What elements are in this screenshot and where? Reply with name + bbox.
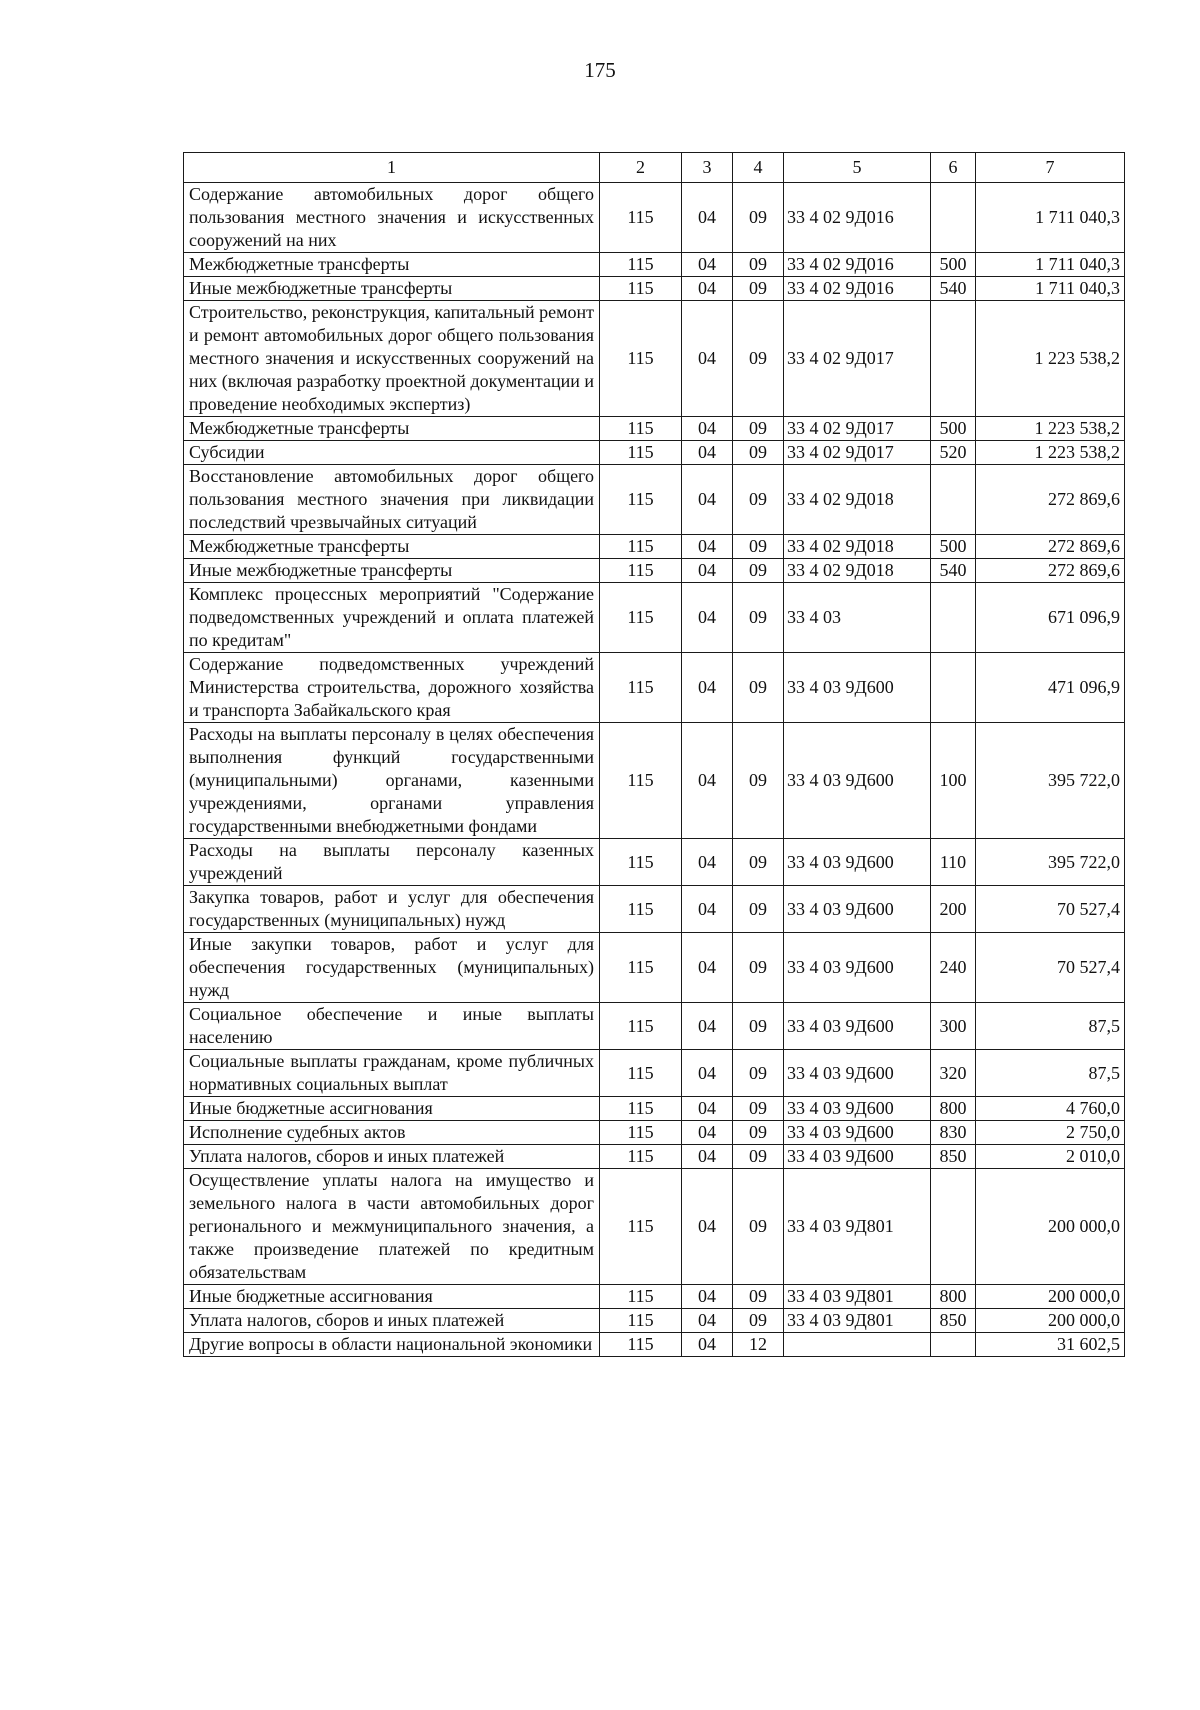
cell-col-4: 09 xyxy=(733,1003,784,1050)
cell-col-4: 09 xyxy=(733,1309,784,1333)
cell-col-5: 33 4 03 9Д600 xyxy=(784,1050,931,1097)
cell-col-2: 115 xyxy=(600,277,682,301)
cell-col-5: 33 4 02 9Д017 xyxy=(784,441,931,465)
table-row xyxy=(184,535,1125,559)
cell-col-7: 1 711 040,3 xyxy=(976,183,1125,253)
cell-col-3: 04 xyxy=(682,1333,733,1357)
row-name: Осуществление уплаты налога на имущество и земельного налога в части автомобильных дорог регионального и межмуниципального значения, а также произведение платежей по кредитным обязательствам xyxy=(184,1169,600,1285)
cell-col-5: 33 4 02 9Д018 xyxy=(784,559,931,583)
cell-col-6: 200 xyxy=(931,886,976,933)
cell-col-3: 04 xyxy=(682,839,733,886)
cell-col-5: 33 4 03 9Д600 xyxy=(784,1145,931,1169)
cell-col-2: 115 xyxy=(600,886,682,933)
cell-col-4: 09 xyxy=(733,1169,784,1285)
cell-col-7: 671 096,9 xyxy=(976,583,1125,653)
cell-col-5: 33 4 03 9Д600 xyxy=(784,886,931,933)
table-row xyxy=(184,1003,1125,1050)
cell-col-6: 540 xyxy=(931,559,976,583)
cell-col-5: 33 4 02 9Д017 xyxy=(784,417,931,441)
row-name: Иные межбюджетные трансферты xyxy=(184,559,600,583)
table-row xyxy=(184,1097,1125,1121)
row-name: Межбюджетные трансферты xyxy=(184,535,600,559)
table-row xyxy=(184,1145,1125,1169)
cell-col-6 xyxy=(931,465,976,535)
table-row xyxy=(184,933,1125,1003)
row-name: Закупка товаров, работ и услуг для обеспечения государственных (муниципальных) нужд xyxy=(184,886,600,933)
cell-col-6: 300 xyxy=(931,1003,976,1050)
cell-col-3: 04 xyxy=(682,253,733,277)
cell-col-7: 1 711 040,3 xyxy=(976,277,1125,301)
cell-col-3: 04 xyxy=(682,559,733,583)
cell-col-2: 115 xyxy=(600,1050,682,1097)
column-header-6: 6 xyxy=(931,153,976,183)
cell-col-7: 31 602,5 xyxy=(976,1333,1125,1357)
cell-col-3: 04 xyxy=(682,1309,733,1333)
column-header-3: 3 xyxy=(682,153,733,183)
cell-col-7: 272 869,6 xyxy=(976,535,1125,559)
row-name: Уплата налогов, сборов и иных платежей xyxy=(184,1145,600,1169)
cell-col-2: 115 xyxy=(600,1003,682,1050)
row-name: Расходы на выплаты персоналу в целях обеспечения выполнения функций государственными (муниципальными) органами, казенными учреждениями, органами управления государственными внебюджетными фондами xyxy=(184,723,600,839)
cell-col-7: 200 000,0 xyxy=(976,1309,1125,1333)
cell-col-5: 33 4 03 9Д600 xyxy=(784,1003,931,1050)
row-name: Уплата налогов, сборов и иных платежей xyxy=(184,1309,600,1333)
cell-col-5 xyxy=(784,1333,931,1357)
cell-col-3: 04 xyxy=(682,583,733,653)
column-header-7: 7 xyxy=(976,153,1125,183)
cell-col-2: 115 xyxy=(600,1169,682,1285)
cell-col-2: 115 xyxy=(600,1145,682,1169)
cell-col-5: 33 4 03 9Д600 xyxy=(784,839,931,886)
cell-col-6 xyxy=(931,653,976,723)
cell-col-3: 04 xyxy=(682,277,733,301)
cell-col-5: 33 4 03 9Д600 xyxy=(784,1097,931,1121)
cell-col-2: 115 xyxy=(600,1309,682,1333)
column-header-4: 4 xyxy=(733,153,784,183)
row-name: Социальное обеспечение и иные выплаты населению xyxy=(184,1003,600,1050)
cell-col-2: 115 xyxy=(600,465,682,535)
row-name: Иные закупки товаров, работ и услуг для обеспечения государственных (муниципальных) нужд xyxy=(184,933,600,1003)
cell-col-4: 09 xyxy=(733,253,784,277)
table-row xyxy=(184,723,1125,839)
cell-col-2: 115 xyxy=(600,1097,682,1121)
cell-col-7: 200 000,0 xyxy=(976,1169,1125,1285)
cell-col-6: 520 xyxy=(931,441,976,465)
cell-col-2: 115 xyxy=(600,1285,682,1309)
cell-col-2: 115 xyxy=(600,839,682,886)
cell-col-7: 272 869,6 xyxy=(976,559,1125,583)
cell-col-4: 12 xyxy=(733,1333,784,1357)
cell-col-7: 2 010,0 xyxy=(976,1145,1125,1169)
table-row xyxy=(184,1050,1125,1097)
cell-col-4: 09 xyxy=(733,839,784,886)
cell-col-4: 09 xyxy=(733,1097,784,1121)
cell-col-2: 115 xyxy=(600,559,682,583)
table-row xyxy=(184,559,1125,583)
cell-col-7: 471 096,9 xyxy=(976,653,1125,723)
cell-col-5: 33 4 02 9Д016 xyxy=(784,253,931,277)
cell-col-3: 04 xyxy=(682,886,733,933)
cell-col-5: 33 4 02 9Д016 xyxy=(784,183,931,253)
cell-col-5: 33 4 03 9Д600 xyxy=(784,653,931,723)
page-number: 175 xyxy=(584,58,616,82)
cell-col-7: 1 711 040,3 xyxy=(976,253,1125,277)
cell-col-2: 115 xyxy=(600,1121,682,1145)
cell-col-3: 04 xyxy=(682,535,733,559)
cell-col-5: 33 4 02 9Д018 xyxy=(784,465,931,535)
cell-col-2: 115 xyxy=(600,301,682,417)
cell-col-6: 500 xyxy=(931,535,976,559)
cell-col-3: 04 xyxy=(682,933,733,1003)
cell-col-3: 04 xyxy=(682,1169,733,1285)
row-name: Субсидии xyxy=(184,441,600,465)
cell-col-4: 09 xyxy=(733,1285,784,1309)
table-row xyxy=(184,1285,1125,1309)
row-name: Межбюджетные трансферты xyxy=(184,253,600,277)
table-row xyxy=(184,183,1125,253)
cell-col-4: 09 xyxy=(733,465,784,535)
cell-col-6: 800 xyxy=(931,1097,976,1121)
cell-col-5: 33 4 02 9Д017 xyxy=(784,301,931,417)
row-name: Другие вопросы в области национальной экономики xyxy=(184,1333,600,1357)
cell-col-6: 100 xyxy=(931,723,976,839)
table-row xyxy=(184,653,1125,723)
cell-col-5: 33 4 03 9Д801 xyxy=(784,1285,931,1309)
cell-col-7: 87,5 xyxy=(976,1003,1125,1050)
table-row xyxy=(184,583,1125,653)
cell-col-6: 850 xyxy=(931,1309,976,1333)
table-body xyxy=(184,183,1125,1357)
cell-col-4: 09 xyxy=(733,653,784,723)
table-row xyxy=(184,253,1125,277)
cell-col-3: 04 xyxy=(682,1121,733,1145)
cell-col-6 xyxy=(931,1333,976,1357)
cell-col-2: 115 xyxy=(600,1333,682,1357)
table-row xyxy=(184,1309,1125,1333)
cell-col-6: 240 xyxy=(931,933,976,1003)
cell-col-7: 4 760,0 xyxy=(976,1097,1125,1121)
cell-col-6: 500 xyxy=(931,253,976,277)
budget-table xyxy=(183,152,1125,1357)
column-header-5: 5 xyxy=(784,153,931,183)
cell-col-7: 395 722,0 xyxy=(976,723,1125,839)
cell-col-4: 09 xyxy=(733,583,784,653)
row-name: Расходы на выплаты персоналу казенных учреждений xyxy=(184,839,600,886)
cell-col-2: 115 xyxy=(600,253,682,277)
cell-col-4: 09 xyxy=(733,535,784,559)
cell-col-7: 272 869,6 xyxy=(976,465,1125,535)
table-row xyxy=(184,417,1125,441)
row-name: Комплекс процессных мероприятий "Содержание подведомственных учреждений и оплата платежей по кредитам" xyxy=(184,583,600,653)
cell-col-3: 04 xyxy=(682,1003,733,1050)
cell-col-4: 09 xyxy=(733,723,784,839)
table-row xyxy=(184,441,1125,465)
cell-col-3: 04 xyxy=(682,417,733,441)
row-name: Иные бюджетные ассигнования xyxy=(184,1097,600,1121)
cell-col-4: 09 xyxy=(733,183,784,253)
cell-col-2: 115 xyxy=(600,183,682,253)
row-name: Содержание автомобильных дорог общего пользования местного значения и искусственных сооружений на них xyxy=(184,183,600,253)
cell-col-7: 395 722,0 xyxy=(976,839,1125,886)
cell-col-7: 2 750,0 xyxy=(976,1121,1125,1145)
cell-col-2: 115 xyxy=(600,583,682,653)
cell-col-2: 115 xyxy=(600,653,682,723)
cell-col-6: 850 xyxy=(931,1145,976,1169)
cell-col-3: 04 xyxy=(682,301,733,417)
row-name: Социальные выплаты гражданам, кроме публичных нормативных социальных выплат xyxy=(184,1050,600,1097)
cell-col-6 xyxy=(931,301,976,417)
cell-col-4: 09 xyxy=(733,417,784,441)
cell-col-2: 115 xyxy=(600,441,682,465)
cell-col-3: 04 xyxy=(682,723,733,839)
cell-col-4: 09 xyxy=(733,301,784,417)
cell-col-5: 33 4 02 9Д016 xyxy=(784,277,931,301)
cell-col-2: 115 xyxy=(600,723,682,839)
cell-col-7: 70 527,4 xyxy=(976,886,1125,933)
cell-col-5: 33 4 03 9Д600 xyxy=(784,933,931,1003)
header-row xyxy=(184,153,1125,183)
cell-col-5: 33 4 03 9Д801 xyxy=(784,1309,931,1333)
cell-col-7: 200 000,0 xyxy=(976,1285,1125,1309)
table-row xyxy=(184,1169,1125,1285)
cell-col-4: 09 xyxy=(733,277,784,301)
cell-col-2: 115 xyxy=(600,417,682,441)
table-row xyxy=(184,465,1125,535)
cell-col-6: 500 xyxy=(931,417,976,441)
table-row xyxy=(184,839,1125,886)
cell-col-3: 04 xyxy=(682,653,733,723)
cell-col-3: 04 xyxy=(682,1097,733,1121)
cell-col-6: 540 xyxy=(931,277,976,301)
row-name: Восстановление автомобильных дорог общего пользования местного значения при ликвидации последствий чрезвычайных ситуаций xyxy=(184,465,600,535)
table-row xyxy=(184,886,1125,933)
table-row xyxy=(184,1121,1125,1145)
cell-col-6: 110 xyxy=(931,839,976,886)
row-name: Содержание подведомственных учреждений Министерства строительства, дорожного хозяйства и транспорта Забайкальского края xyxy=(184,653,600,723)
cell-col-5: 33 4 03 xyxy=(784,583,931,653)
cell-col-4: 09 xyxy=(733,1050,784,1097)
row-name: Строительство, реконструкция, капитальный ремонт и ремонт автомобильных дорог общего пользования местного значения и искусственных сооружений на них (включая разработку проектной документации и проведение необходимых экспертиз) xyxy=(184,301,600,417)
cell-col-5: 33 4 03 9Д801 xyxy=(784,1169,931,1285)
cell-col-4: 09 xyxy=(733,441,784,465)
cell-col-6 xyxy=(931,1169,976,1285)
cell-col-3: 04 xyxy=(682,465,733,535)
row-name: Иные межбюджетные трансферты xyxy=(184,277,600,301)
cell-col-4: 09 xyxy=(733,886,784,933)
cell-col-2: 115 xyxy=(600,535,682,559)
table-row xyxy=(184,277,1125,301)
cell-col-5: 33 4 03 9Д600 xyxy=(784,1121,931,1145)
cell-col-6: 830 xyxy=(931,1121,976,1145)
cell-col-7: 1 223 538,2 xyxy=(976,441,1125,465)
cell-col-7: 1 223 538,2 xyxy=(976,301,1125,417)
cell-col-6: 320 xyxy=(931,1050,976,1097)
cell-col-6 xyxy=(931,183,976,253)
row-name: Межбюджетные трансферты xyxy=(184,417,600,441)
cell-col-4: 09 xyxy=(733,933,784,1003)
cell-col-5: 33 4 03 9Д600 xyxy=(784,723,931,839)
cell-col-6 xyxy=(931,583,976,653)
cell-col-3: 04 xyxy=(682,1050,733,1097)
cell-col-3: 04 xyxy=(682,441,733,465)
row-name: Исполнение судебных актов xyxy=(184,1121,600,1145)
column-header-1: 1 xyxy=(184,153,600,183)
cell-col-7: 87,5 xyxy=(976,1050,1125,1097)
cell-col-4: 09 xyxy=(733,1121,784,1145)
cell-col-4: 09 xyxy=(733,1145,784,1169)
table-row xyxy=(184,301,1125,417)
row-name: Иные бюджетные ассигнования xyxy=(184,1285,600,1309)
cell-col-3: 04 xyxy=(682,183,733,253)
cell-col-4: 09 xyxy=(733,559,784,583)
cell-col-2: 115 xyxy=(600,933,682,1003)
column-header-2: 2 xyxy=(600,153,682,183)
cell-col-7: 70 527,4 xyxy=(976,933,1125,1003)
cell-col-6: 800 xyxy=(931,1285,976,1309)
cell-col-3: 04 xyxy=(682,1145,733,1169)
cell-col-7: 1 223 538,2 xyxy=(976,417,1125,441)
cell-col-3: 04 xyxy=(682,1285,733,1309)
table-row xyxy=(184,1333,1125,1357)
cell-col-5: 33 4 02 9Д018 xyxy=(784,535,931,559)
